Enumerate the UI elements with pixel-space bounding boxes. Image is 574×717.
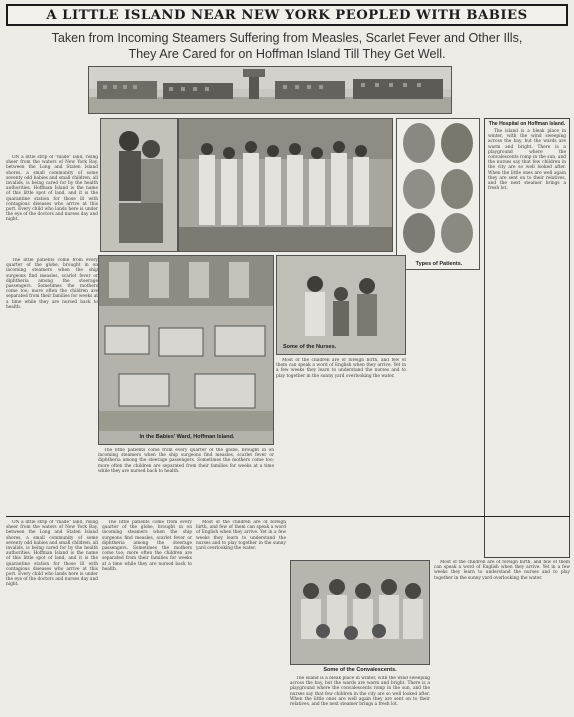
- article-text-left-lower: The little patients come from every quarter of the globe, brought in on incoming steamers when the ship surgeons find measles, scarlet fever or diphtheria among the steerage passengers. Sometimes the mothers come too; more often the children are separated from their families for weeks at a time while they are nursed back to health.: [6, 258, 98, 310]
- babies-ward-photo: [98, 255, 274, 445]
- children-illustration: [101, 119, 178, 252]
- nurse-with-children-photo: [276, 255, 406, 355]
- article-text-left: ON a little strip of "made" land, rising sheer from the waters of New York Bay, between the Long and Staten Island shores, a small community of some seventy odd babies and small children, all invalids, is being cared for by the health authorities. Hoffman Island is the name of this little spot of land, and it is the quarantine station for those ill with contagious diseases who arrive at this port. Every child who lands here is under the eye of the doctors and nurses day and night.: [6, 155, 98, 223]
- article-column-bottom-5: [434, 560, 570, 712]
- article-column-bottom-3: [196, 520, 286, 712]
- article-column-middle: [276, 358, 406, 513]
- divider-rule: [6, 516, 570, 517]
- article-text-under-ward: The little patients come from every quarter of the globe, brought in on incoming steamers when the ship surgeons find measles, scarlet fever or diphtheria among the steerage passengers. Sometimes the mothers come too; more often the children are separated from their families for weeks at a time while they are nursed back to health.: [98, 448, 274, 474]
- article-text-bottom-2: The little patients come from every quarter of the globe, brought in on incoming steamers when the ship surgeons find measles, scarlet fever or diphtheria among the steerage passengers. Sometimes the mothers come too; more often the children are separated from their families for weeks at a time while they are nursed back to health.: [102, 520, 192, 572]
- headline: [6, 4, 568, 26]
- article-column-under-ward: [98, 448, 274, 516]
- patients-portraits-illustration: [397, 119, 481, 259]
- caption-convalescents: Some of the Convalescents.: [323, 667, 397, 673]
- hospital-sidebar-paragraph: The island is a bleak place in winter, with the wind sweeping across the bay, but the wards are warm and bright. There is a playground where the convalescents romp in the sun, and the nurses say that few children in the city are so well looked after. When the little ones are well again they are sent on to their relatives, and the next steamer brings a fresh lot.: [488, 129, 566, 192]
- convalescents-photo: [290, 560, 430, 665]
- article-text-bottom-3: Most of the children are of foreign birth, and few of them can speak a word of English when they arrive. Yet in a few weeks they learn to understand the nurses and to play together in the sunny yard overlooking the water.: [196, 520, 286, 552]
- article-text-bottom-5: Most of the children are of foreign birth, and few of them can speak a word of English when they arrive. Yet in a few weeks they learn to understand the nurses and to play together in the sunny yard overlooking the water.: [434, 560, 570, 581]
- article-column-left-upper: [6, 155, 98, 255]
- subhead-line-2: They Are Cared for on Hoffman Island Till They Get Well.: [128, 47, 446, 61]
- hospital-sidebar-text: [485, 127, 569, 556]
- article-column-bottom-1: [6, 520, 98, 712]
- hospital-buildings-photo: [88, 66, 452, 114]
- article-text-bottom-1: ON a little strip of "made" land, rising sheer from the waters of New York Bay, between the Long and Staten Island shores, a small community of some seventy odd babies and small children, all invalids, is being cared for by the health authorities. Hoffman Island is the name of this little spot of land, and it is the quarantine station for those ill with contagious diseases who arrive at this port. Every child who lands here is under the eye of the doctors and nurses day and night.: [6, 520, 98, 588]
- caption-patients: Types of Patients.: [415, 261, 463, 267]
- convalescents-illustration: [291, 561, 430, 665]
- nurses-illustration: [179, 119, 393, 252]
- headline-text: A LITTLE ISLAND NEAR NEW YORK PEOPLED WITH BABIES: [46, 7, 528, 23]
- caption-hospital: The Hospital on Hoffman Island.: [488, 121, 566, 127]
- article-column-bottom-2: [102, 520, 192, 712]
- caption-nurses: Some of the Nurses.: [283, 344, 337, 350]
- article-text-bottom-4: The island is a bleak place in winter, with the wind sweeping across the bay, but the wards are warm and bright. There is a playground where the convalescents romp in the sun, and the nurses say that few children in the city are so well looked after. When the little ones are well again they are sent on to their relatives, and the next steamer brings a fresh lot.: [290, 676, 430, 708]
- article-column-bottom-4: [290, 676, 430, 712]
- hospital-buildings-illustration: [89, 67, 452, 114]
- patients-portraits-panel: [396, 118, 480, 270]
- nurses-group-photo: [178, 118, 393, 252]
- babies-ward-illustration: [99, 256, 274, 431]
- hospital-sidebar: [484, 118, 570, 558]
- subhead-line-1: Taken from Incoming Steamers Suffering from Measles, Scarlet Fever and Other Ills,: [51, 31, 523, 45]
- children-photo: [100, 118, 178, 252]
- nurse-with-children-illustration: [277, 256, 406, 342]
- article-column-left-lower: [6, 258, 98, 516]
- caption-babies-ward: In the Babies' Ward, Hoffman Island.: [139, 434, 235, 440]
- article-text-middle: Most of the children are of foreign birth, and few of them can speak a word of English when they arrive. Yet in a few weeks they learn to understand the nurses and to play together in the sunny yard overlooking the water.: [276, 358, 406, 379]
